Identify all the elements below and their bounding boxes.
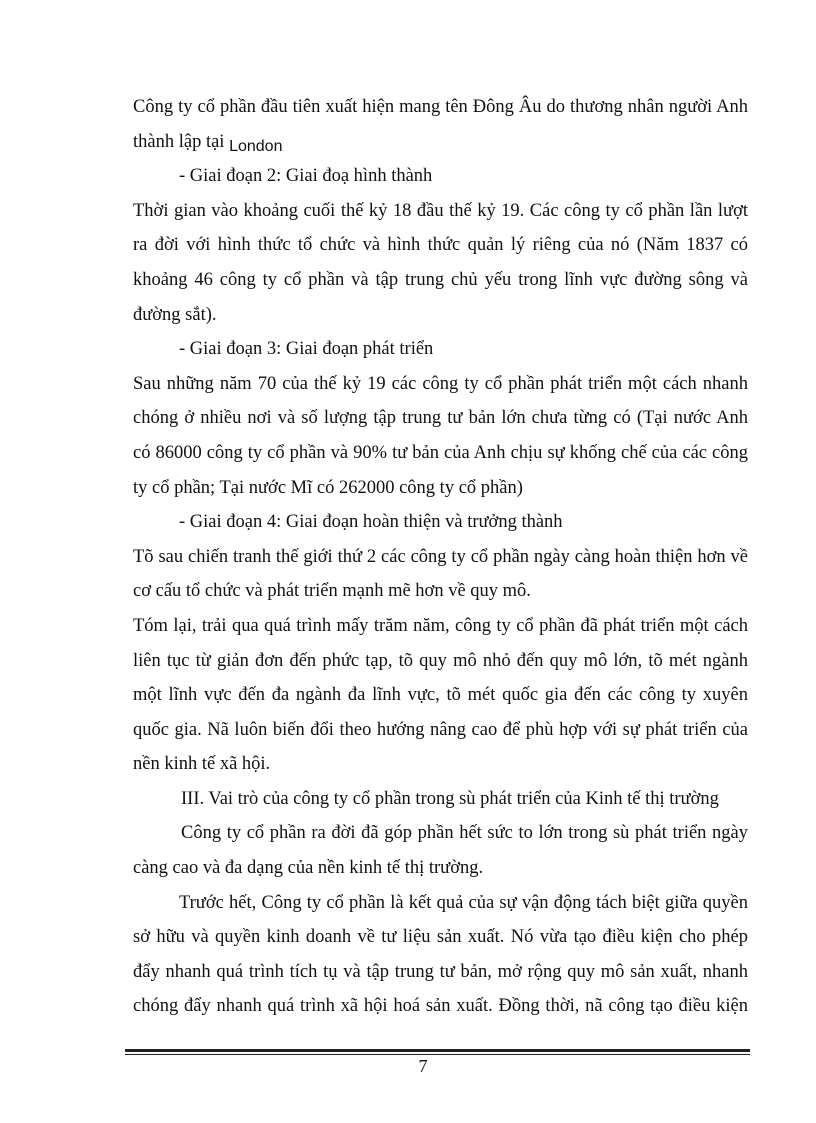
paragraph-line: quốc gia. Nã luôn biến đổi theo hướng nâng cao để phù hợp với sự phát triển của <box>133 719 748 740</box>
paragraph-line: một lĩnh vực đến đa ngành đa lĩnh vực, tõ mét quốc gia đến các công ty xuyên <box>133 685 748 706</box>
body-text <box>133 90 748 1024</box>
section-heading: III. Vai trò của công ty cổ phần trong sù phát triển của Kinh tế thị trường <box>181 788 719 809</box>
paragraph-line: Thời gian vào khoảng cuối thế kỷ 18 đầu thế kỷ 19. Các công ty cổ phần lần lượt <box>133 200 748 221</box>
paragraph-line: có 86000 công ty cổ phần và 90% tư bản của Anh chịu sự khống chế của các công <box>133 442 748 463</box>
place-name: London <box>229 137 283 155</box>
paragraph-line: sở hữu và quyền kinh doanh về tư liệu sản xuất. Nó vừa tạo điều kiện cho phép <box>133 927 748 948</box>
stage-heading-3: - Giai đoạn 3: Giai đoạn phát triển <box>179 339 434 360</box>
paragraph-line: cơ cấu tổ chức và phát triển mạnh mẽ hơn về quy mô. <box>133 581 531 602</box>
stage-heading-4: - Giai đoạn 4: Giai đoạn hoàn thiện và trưởng thành <box>179 512 563 533</box>
paragraph-line: Tóm lại, trải qua quá trình mấy trăm năm, công ty cổ phần đã phát triển một cách <box>133 615 748 636</box>
paragraph-line: Trước hết, Công ty cổ phần là kết quả của sự vận động tách biệt giữa quyền <box>179 892 748 913</box>
paragraph-line: ty cổ phần; Tại nước Mĩ có 262000 công ty cổ phần) <box>133 477 523 498</box>
paragraph-line: Sau những năm 70 của thế kỷ 19 các công ty cổ phần phát triển một cách nhanh <box>133 373 748 394</box>
footer-rule-thick <box>125 1049 750 1052</box>
footer-rule-thin <box>125 1054 750 1055</box>
paragraph-line: Tõ sau chiến tranh thế giới thứ 2 các công ty cổ phần ngày càng hoàn thiện hơn về <box>133 546 748 567</box>
paragraph-line: chóng đẩy nhanh quá trình xã hội hoá sản xuất. Đồng thời, nã công tạo điều kiện <box>133 996 748 1017</box>
paragraph-line: ra đời với hình thức tổ chức và hình thức quản lý riêng của nó (Năm 1837 có <box>133 235 748 256</box>
paragraph-line-with-place <box>133 125 748 160</box>
paragraph-line: đường sắt). <box>133 304 217 325</box>
paragraph-line: nền kinh tế xã hội. <box>133 754 271 775</box>
paragraph-line: liên tục từ giản đơn đến phức tạp, tõ quy mô nhỏ đến quy mô lớn, tõ mét ngành <box>133 650 748 671</box>
paragraph-line: càng cao và đa dạng của nền kinh tế thị trường. <box>133 858 484 879</box>
paragraph-line: Công ty cổ phần ra đời đã góp phần hết sức to lớn trong sù phát triển ngày <box>181 823 748 844</box>
paragraph-line: Công ty cổ phần đầu tiên xuất hiện mang tên Đông Âu do thương nhân người Anh <box>133 97 748 117</box>
paragraph-line: đẩy nhanh quá trình tích tụ và tập trung tư bản, mở rộng quy mô sản xuất, nhanh <box>133 961 748 982</box>
paragraph-line-text: thành lập tại <box>133 131 225 152</box>
page-number: 7 <box>418 1056 428 1076</box>
paragraph-line: khoảng 46 công ty cổ phần và tập trung chủ yếu trong lĩnh vực đường sông và <box>133 269 748 290</box>
stage-heading-2: - Giai đoạn 2: Giai đoạ hình thành <box>179 166 433 187</box>
paragraph-line: chóng ở nhiều nơi và số lượng tập trung tư bản lớn chưa từng có (Tại nước Anh <box>133 408 748 429</box>
